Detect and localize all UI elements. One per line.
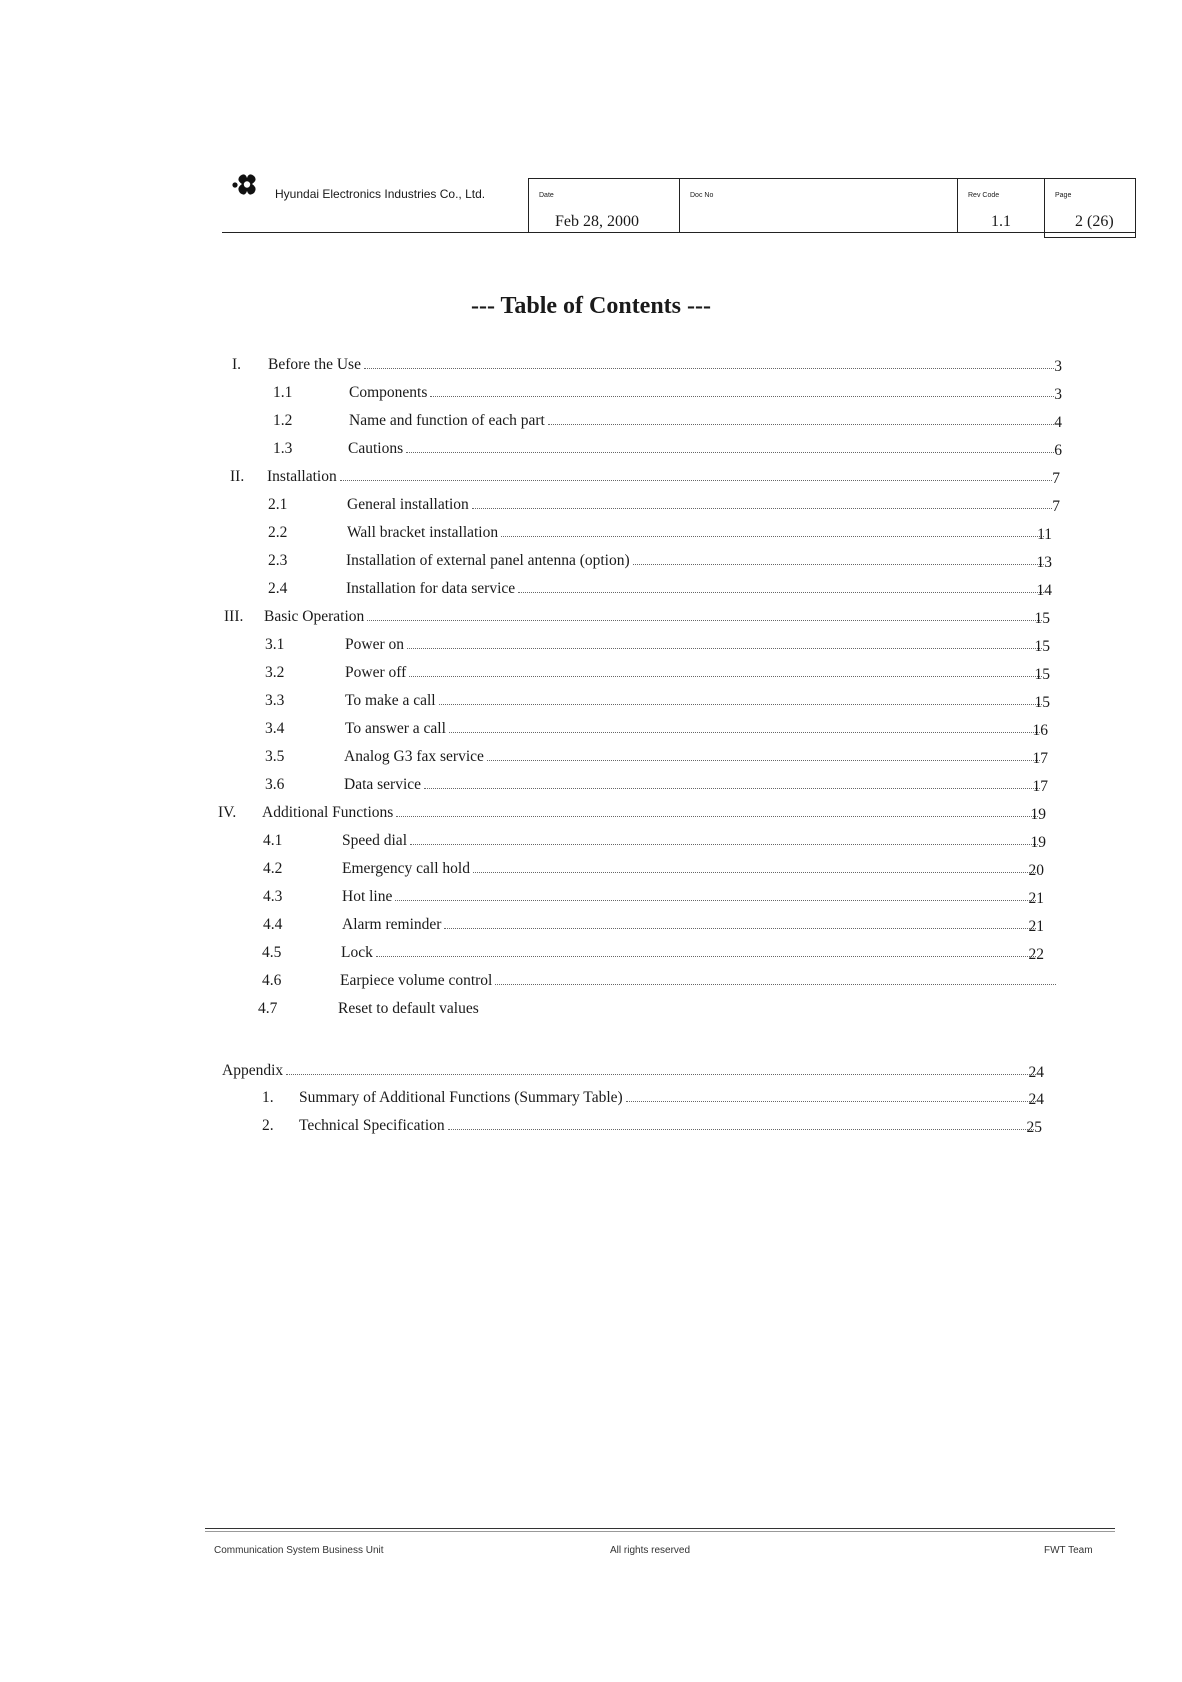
toc-page-number: 15	[1034, 638, 1050, 655]
toc-row	[0, 859, 1182, 879]
toc-number: 4.2	[263, 860, 283, 877]
toc-page-number: 7	[1052, 470, 1060, 487]
toc-page-number: 11	[1037, 526, 1052, 543]
toc-page-number: 20	[1028, 862, 1044, 879]
toc-number: 3.5	[265, 748, 285, 765]
toc-leader-dots	[367, 620, 1042, 621]
toc-page-number: 16	[1032, 722, 1048, 739]
rev-box	[957, 178, 1045, 232]
hyundai-logo-icon	[232, 172, 260, 198]
toc-title: Speed dial	[342, 832, 407, 849]
date-box	[528, 178, 680, 232]
toc-number: 2.2	[268, 524, 288, 541]
toc-page-number: 3	[1054, 386, 1062, 403]
toc-leader-dots	[406, 452, 1054, 453]
toc-leader-dots	[548, 424, 1054, 425]
toc-leader-dots	[286, 1074, 1036, 1075]
toc-number: 3.3	[265, 692, 285, 709]
toc-title: Cautions	[348, 440, 404, 457]
toc-leader-dots	[395, 900, 1036, 901]
toc-title: Earpiece volume control	[340, 972, 493, 989]
toc-page-number: 22	[1028, 946, 1044, 963]
rev-value: 1.1	[991, 213, 1011, 230]
toc-number: 3.6	[265, 776, 285, 793]
toc-title: Emergency call hold	[342, 860, 470, 877]
toc-page-number: 19	[1030, 806, 1046, 823]
footer-rule-secondary	[205, 1531, 1115, 1532]
page-value: 2 (26)	[1075, 213, 1114, 230]
toc-title: Installation of external panel antenna (option)	[346, 552, 630, 569]
company-name: Hyundai Electronics Industries Co., Ltd.	[275, 187, 486, 201]
toc-title: Analog G3 fax service	[344, 748, 484, 765]
footer-rule	[205, 1528, 1115, 1529]
toc-leader-dots	[340, 480, 1052, 481]
toc-page-number: 21	[1028, 918, 1044, 935]
rev-label: Rev Code	[968, 192, 1000, 199]
toc-leader-dots	[430, 396, 1054, 397]
toc-row	[0, 579, 1182, 599]
toc-page-number: 17	[1032, 778, 1048, 795]
toc-leader-dots	[495, 984, 1056, 985]
toc-row	[0, 887, 1182, 907]
docno-box	[679, 178, 958, 232]
toc-title: Reset to default values	[338, 1000, 479, 1017]
toc-title: Power off	[345, 664, 407, 681]
toc-number: III.	[224, 608, 244, 625]
toc-number: 3.2	[265, 664, 285, 681]
toc-page-number: 15	[1034, 610, 1050, 627]
toc-title: Components	[349, 384, 428, 401]
toc-title: Data service	[344, 776, 422, 793]
toc-number: 2.3	[268, 552, 288, 569]
toc-page-number: 6	[1054, 442, 1062, 459]
toc-leader-dots	[473, 872, 1036, 873]
toc-page-number: 24	[1028, 1064, 1044, 1081]
date-value: Feb 28, 2000	[555, 213, 639, 230]
toc-row	[0, 999, 1182, 1019]
toc-row	[0, 971, 1182, 991]
toc-number: 2.1	[268, 496, 288, 513]
toc-row	[0, 383, 1182, 403]
footer-left: Communication System Business Unit	[214, 1545, 384, 1556]
toc-row	[0, 411, 1182, 431]
toc-title: Hot line	[342, 888, 393, 905]
toc-leader-dots	[410, 844, 1038, 845]
toc-row	[0, 915, 1182, 935]
docno-label: Doc No	[690, 192, 714, 199]
toc-row	[0, 467, 1182, 487]
toc-page-number: 3	[1054, 358, 1062, 375]
page-label: Page	[1055, 192, 1072, 199]
toc-title: General installation	[347, 496, 469, 513]
toc-number: 1.	[262, 1089, 274, 1106]
toc-title: Additional Functions	[262, 804, 394, 821]
toc-row	[0, 803, 1182, 823]
toc-leader-dots	[396, 816, 1038, 817]
toc-row	[0, 747, 1182, 767]
toc-row	[0, 1061, 1182, 1081]
toc-number: II.	[230, 468, 245, 485]
toc-number: IV.	[218, 804, 237, 821]
toc-leader-dots	[518, 592, 1044, 593]
toc-page-number: 7	[1052, 498, 1060, 515]
toc-page-number: 24	[1028, 1091, 1044, 1108]
toc-row	[0, 691, 1182, 711]
toc-page-number: 15	[1034, 694, 1050, 711]
toc-title: To make a call	[345, 692, 436, 709]
toc-leader-dots	[633, 564, 1044, 565]
toc-number: 4.1	[263, 832, 283, 849]
toc-number: 4.7	[258, 1000, 278, 1017]
toc-row	[0, 1116, 1182, 1136]
toc-title: To answer a call	[345, 720, 446, 737]
toc-number: 1.2	[273, 412, 293, 429]
toc-page-number: 17	[1032, 750, 1048, 767]
toc-row	[0, 831, 1182, 851]
toc-row	[0, 355, 1182, 375]
header-rule	[222, 232, 1135, 233]
toc-row	[0, 551, 1182, 571]
toc-number: 4.6	[262, 972, 282, 989]
toc-page-number: 14	[1036, 582, 1052, 599]
toc-title: Basic Operation	[264, 608, 365, 625]
page-box	[1044, 178, 1136, 238]
page-title: --- Table of Contents ---	[471, 293, 711, 319]
toc-row	[0, 663, 1182, 683]
toc-title: Installation for data service	[346, 580, 516, 597]
toc-title: Power on	[345, 636, 404, 653]
toc-leader-dots	[487, 760, 1040, 761]
toc-leader-dots	[424, 788, 1040, 789]
toc-number: 4.5	[262, 944, 282, 961]
toc-title: Alarm reminder	[342, 916, 442, 933]
toc-title: Technical Specification	[299, 1117, 445, 1134]
toc-page-number: 19	[1030, 834, 1046, 851]
toc-page-number: 4	[1054, 414, 1062, 431]
toc-page-number: 15	[1034, 666, 1050, 683]
toc-title: Wall bracket installation	[347, 524, 499, 541]
toc-number: 4.3	[263, 888, 283, 905]
toc-row	[0, 1088, 1182, 1108]
toc-title: Installation	[267, 468, 337, 485]
toc-leader-dots	[409, 676, 1042, 677]
toc-title: Lock	[341, 944, 373, 961]
toc-number: 1.3	[273, 440, 293, 457]
toc-number: 3.4	[265, 720, 285, 737]
toc-leader-dots	[472, 508, 1052, 509]
toc-number: I.	[232, 356, 242, 373]
toc-row	[0, 635, 1182, 655]
toc-leader-dots	[439, 704, 1042, 705]
toc-leader-dots	[376, 956, 1036, 957]
footer-right: FWT Team	[1044, 1545, 1093, 1556]
toc-number: 4.4	[263, 916, 283, 933]
toc-leader-dots	[407, 648, 1042, 649]
toc-leader-dots	[501, 536, 1044, 537]
toc-leader-dots	[364, 368, 1054, 369]
toc-number: 2.4	[268, 580, 288, 597]
footer-center: All rights reserved	[610, 1545, 691, 1556]
toc-row	[0, 523, 1182, 543]
toc-number: 3.1	[265, 636, 285, 653]
toc-row	[0, 719, 1182, 739]
toc-row	[0, 943, 1182, 963]
toc-page-number: 25	[1026, 1119, 1042, 1136]
toc-row	[0, 439, 1182, 459]
toc-title: Name and function of each part	[349, 412, 545, 429]
toc-title: Before the Use	[268, 356, 361, 373]
toc-row	[0, 607, 1182, 627]
toc-number: 2.	[262, 1117, 274, 1134]
toc-title: Appendix	[222, 1062, 284, 1079]
toc-page-number: 21	[1028, 890, 1044, 907]
toc-leader-dots	[626, 1101, 1036, 1102]
toc-row	[0, 495, 1182, 515]
toc-leader-dots	[448, 1129, 1034, 1130]
toc-title: Summary of Additional Functions (Summary Table)	[299, 1089, 623, 1106]
toc-row	[0, 775, 1182, 795]
toc-page-number: 13	[1036, 554, 1052, 571]
toc-number: 1.1	[273, 384, 293, 401]
toc-leader-dots	[444, 928, 1036, 929]
toc-leader-dots	[449, 732, 1040, 733]
date-label: Date	[539, 192, 554, 199]
